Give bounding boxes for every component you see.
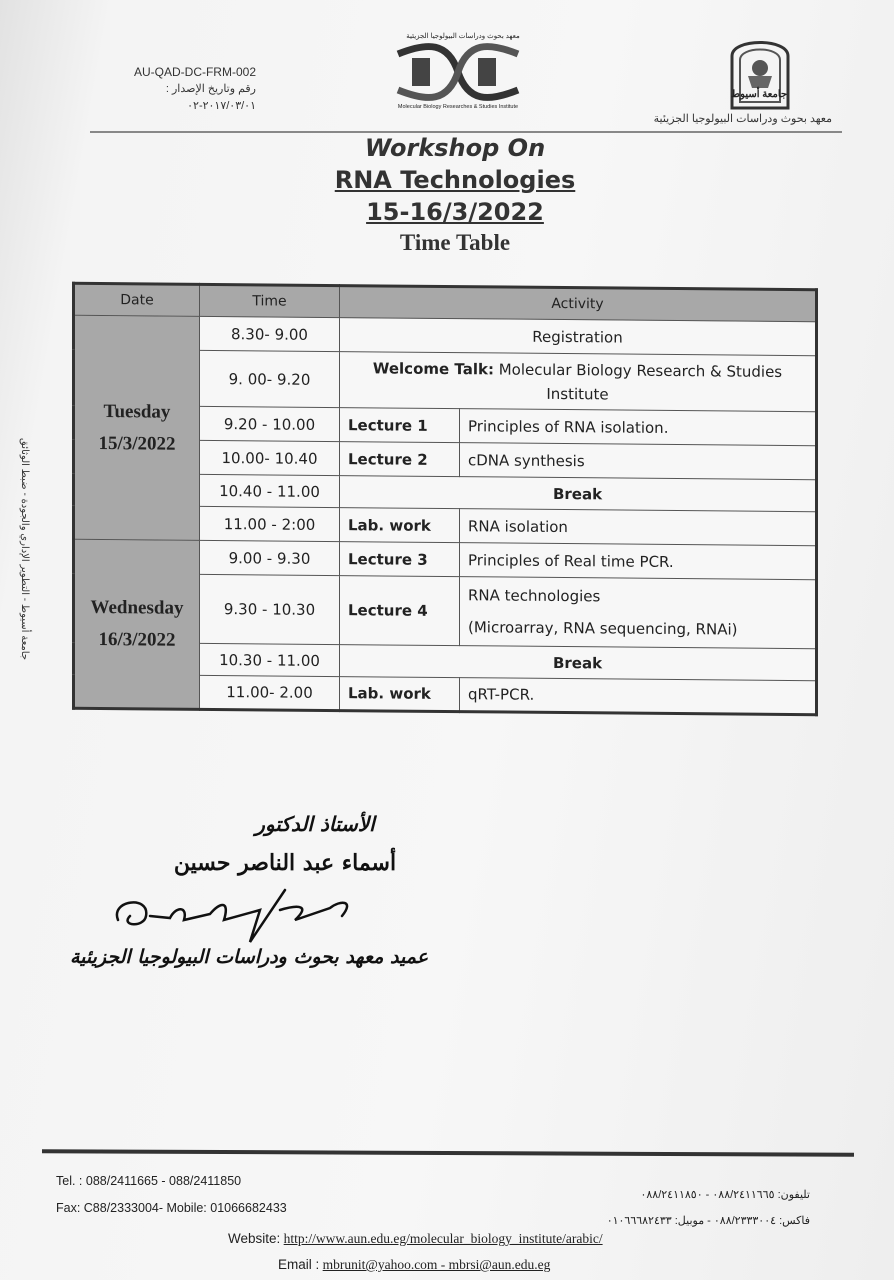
handwritten-signature — [110, 880, 360, 950]
welcome-topic: Molecular Biology Research & Studies Institute — [498, 359, 783, 403]
time-cell: 10.30 - 11.00 — [200, 643, 340, 676]
workshop-dates: 15-16/3/2022 — [366, 198, 544, 226]
activity-cell: Registration — [340, 318, 817, 356]
time-cell: 9.00 - 9.30 — [200, 540, 340, 575]
activity-cell: qRT-PCR. — [460, 678, 817, 715]
time-cell: 11.00 - 2:00 — [200, 506, 340, 541]
activity-cell: Principles of Real time PCR. — [460, 543, 817, 580]
form-code: AU-QAD-DC-FRM-002 — [133, 65, 256, 79]
issue-date: رقم وتاريخ الإصدار : ٢٠١٧/٠٣/٠١-٠٢ — [165, 83, 256, 112]
time-cell: 10.00- 10.40 — [200, 440, 340, 475]
schedule-table — [72, 282, 818, 729]
activity-detail: (Microarray, RNA sequencing, RNAi) — [468, 618, 738, 639]
footer-divider — [42, 1149, 854, 1157]
footer-contact-en — [56, 1168, 356, 1222]
time-cell: 10.40 - 11.00 — [200, 474, 340, 507]
day-cell-wednesday — [74, 539, 200, 709]
header-date: Date — [74, 283, 200, 316]
time-table-label: Time Table — [399, 230, 511, 255]
dna-logo-icon — [378, 32, 538, 112]
university-logo-text: جامعة أسيوط — [730, 89, 788, 100]
workshop-title: Workshop On — [364, 134, 546, 162]
day-date: 15/3/2022 — [98, 432, 176, 455]
lab-label: Lab. work — [340, 508, 460, 543]
signatory-role: عميد معهد بحوث ودراسات البيولوجيا الجزيئية — [69, 946, 429, 968]
signatory-name: أسماء عبد الناصر حسين — [173, 850, 397, 876]
website-label: Website: — [228, 1231, 281, 1246]
lab-label: Lab. work — [340, 677, 460, 712]
activity-cell — [340, 352, 817, 412]
lecture-label: Lecture 3 — [340, 542, 460, 577]
activity-cell: Principles of RNA isolation. — [460, 409, 817, 446]
logo-caption-ar: معهد بحوث ودراسات البيولوجيا الجزيئية — [406, 33, 520, 40]
footer-fax-ar: فاكس: ٠٨٨/٢٣٣٣٠٠٤ - موبيل: ٠١٠٦٦٦٨٢٤٣٣ — [606, 1215, 810, 1227]
time-cell: 9.20 - 10.00 — [200, 406, 340, 441]
institute-logo — [378, 32, 538, 112]
header-activity: Activity — [340, 286, 817, 322]
activity-cell — [460, 577, 817, 649]
day-cell-tuesday — [74, 315, 200, 540]
time-cell: 11.00- 2.00 — [200, 675, 340, 710]
table-row — [74, 539, 817, 579]
welcome-label: Welcome Talk: — [372, 358, 494, 378]
time-cell: 8.30- 9.00 — [200, 316, 340, 351]
website-link[interactable]: http://www.aun.edu.eg/molecular_biology_institute/arabic/ — [283, 1231, 603, 1246]
time-cell: 9. 00- 9.20 — [200, 350, 340, 407]
logo-caption-en: Molecular Biology Researches & Studies Institute — [397, 104, 519, 110]
time-cell: 9.30 - 10.30 — [200, 574, 340, 644]
activity-cell: RNA isolation — [460, 509, 817, 546]
website-line — [228, 1226, 648, 1252]
table-row — [74, 315, 817, 355]
lecture-label: Lecture 2 — [340, 442, 460, 477]
activity-cell: cDNA synthesis — [460, 443, 817, 480]
break-cell: Break — [340, 645, 817, 681]
day-name: Tuesday — [103, 400, 171, 423]
footer-fax: Fax: C88/2333004- Mobile: 01066682433 — [56, 1201, 287, 1215]
side-stamp: جامعة أسيوط - التطوير الإداري والجودة - ضبط الوثائق — [19, 437, 30, 660]
header-time: Time — [200, 284, 340, 317]
footer-tel-ar: تليفون: ٠٨٨/٢٤١١٦٦٥ - ٠٨٨/٢٤١١٨٥٠ — [640, 1189, 810, 1201]
institute-name: معهد بحوث ودراسات البيولوجيا الجزيئية — [653, 113, 832, 125]
title-block — [270, 132, 640, 256]
form-code-block — [96, 64, 256, 115]
activity-main: RNA technologies — [468, 586, 601, 606]
signatory-title: الأستاذ الدكتور — [255, 812, 375, 836]
footer-tel: Tel. : 088/2411665 - 088/2411850 — [56, 1174, 242, 1188]
email-label: Email : — [278, 1257, 320, 1272]
lecture-label: Lecture 1 — [340, 408, 460, 443]
email-line — [228, 1252, 648, 1278]
day-date: 16/3/2022 — [98, 628, 176, 651]
signature-block — [60, 812, 440, 876]
lecture-label: Lecture 4 — [340, 576, 460, 646]
day-name: Wednesday — [90, 596, 184, 619]
email-link[interactable]: mbrunit@yahoo.com - mbrsi@aun.edu.eg — [322, 1257, 551, 1272]
footer-web — [228, 1226, 648, 1278]
break-cell: Break — [340, 476, 817, 512]
workshop-topic: RNA Technologies — [334, 166, 576, 194]
